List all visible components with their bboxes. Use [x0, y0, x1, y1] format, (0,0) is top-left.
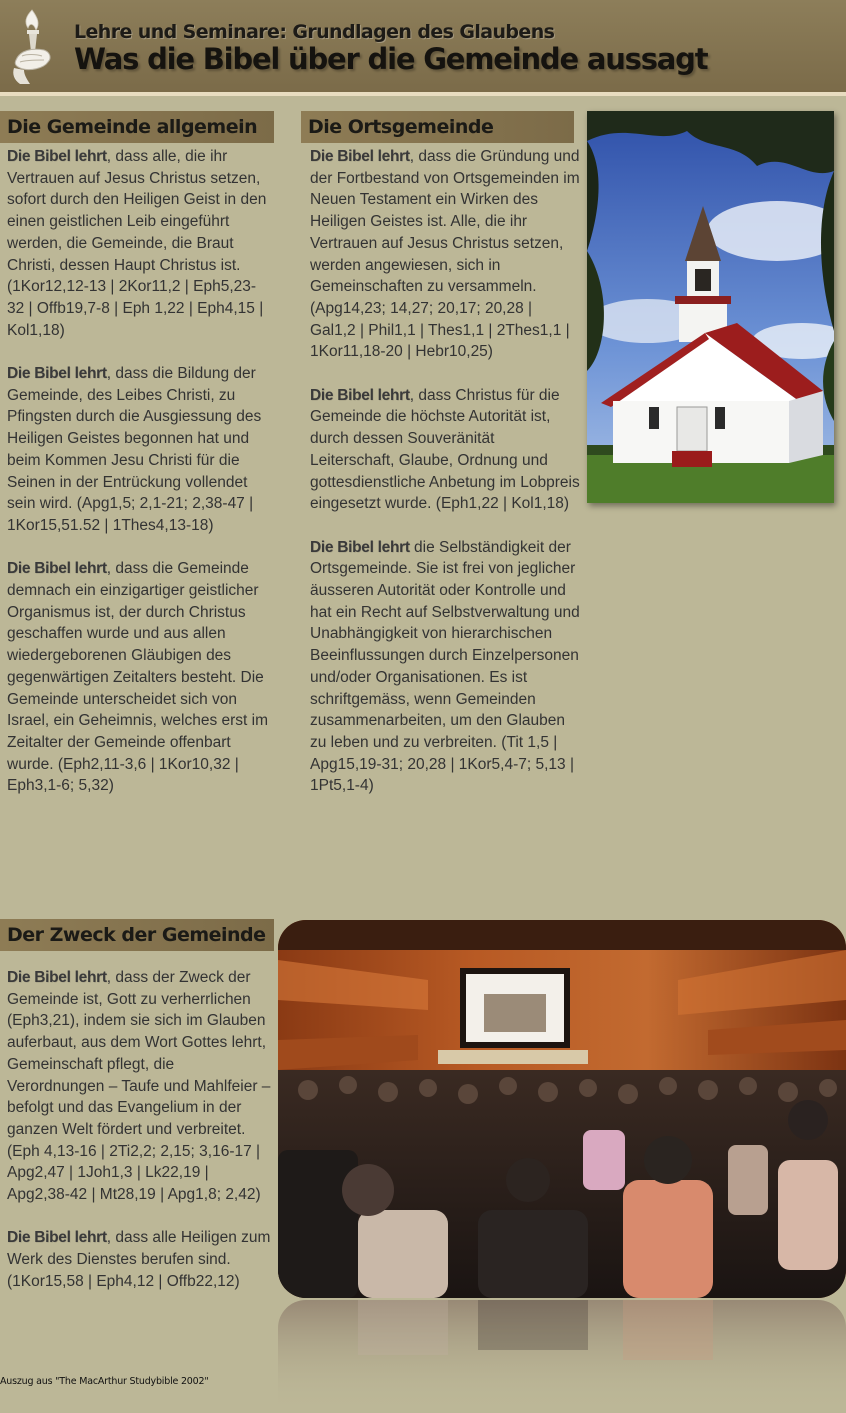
page-title: Was die Bibel über die Gemeinde aussagt [74, 42, 708, 76]
section-body-ortsgemeinde [310, 146, 582, 797]
paragraph: Die Bibel lehrt, dass Christus für die Gemeinde die höchste Autorität ist, durch dessen Souveränität Leiterschaft, Glaube, Ordnung und gottesdienstliche Anbetung im Lobpreis eingesetzt wurde. (Eph1,22 | Kol1,18) [310, 386, 580, 513]
congregation-photo-reflection [278, 1300, 846, 1413]
page-header [0, 0, 846, 96]
paragraph: Die Bibel lehrt die Selbständigkeit der Ortsgemeinde. Sie ist frei von jeglicher äusseren Autorität oder Kontrolle und hat ein Recht auf Selbstverwaltung und Unabhängigkeit von hierarchischen Beeinflussungen durch Einzelpersonen und/oder Organisationen. Es ist schriftgemäss, wenn Gemeinden zusammenarbeiten, um den Glauben zu leben und zu verbreiten. (Tit 1,5 | Apg15,19-31; 20,28 | 1Kor5,4-7; 5,13 | 1Pt5,1-4) [310, 538, 580, 795]
paragraph: Die Bibel lehrt, dass die Bildung der Gemeinde, des Leibes Christi, zu Pfingsten durch die Ausgiessung des Heiligen Geistes begonnen hat und beim Kommen Jesu Christi für die Seinen in der Entrückung vollendet sein wird. (Apg1,5; 2,1-21; 2,38-47 | 1Kor15,51.52 | 1Thes4,13-18) [7, 365, 262, 534]
section-body-zweck [7, 967, 271, 1293]
header-subtitle: Lehre und Seminare: Grundlagen des Glaubens [74, 21, 555, 43]
section-body-allgemein [7, 146, 273, 797]
paragraph: Die Bibel lehrt, dass der Zweck der Gemeinde ist, Gott zu verherrlichen (Eph3,21), indem sie sich im Glauben auferbaut, aus dem Wort Gottes lehrt, Gemeinschaft pflegt, die Verordnungen – Taufe und Mahlfeier – befolgt und das Evangelium in der ganzen Welt fördert und verbreitet. (Eph 4,13-16 | 2Ti2,2; 2,15; 3,16-17 | Apg2,47 | 1Joh1,3 | Lk22,19 | Apg2,38-42 | Mt28,19 | Apg1,8; 2,42) [7, 969, 271, 1204]
source-credit: Auszug aus "The MacArthur Studybible 2002" [0, 1376, 209, 1387]
section-heading-ortsgemeinde: Die Ortsgemeinde [301, 111, 574, 143]
church-photo [587, 111, 834, 503]
paragraph: Die Bibel lehrt, dass alle Heiligen zum Werk des Dienstes berufen sind. (1Kor15,58 | Eph4,12 | Offb22,12) [7, 1229, 271, 1290]
paragraph: Die Bibel lehrt, dass alle, die ihr Vertrauen auf Jesus Christus setzen, sofort durch den Heiligen Geist in den einen geistlichen Leib eingeführt werden, die Gemeinde, die Braut Christi, dessen Haupt Christus ist. (1Kor12,12-13 | 2Kor11,2 | Eph5,23-32 | Offb19,7-8 | Eph 1,22 | Eph4,15 | Kol1,18) [7, 148, 267, 339]
paragraph: Die Bibel lehrt, dass die Gemeinde demnach ein einzigartiger geistlicher Organismus ist, der durch Christus geschaffen wurde und aus allen wiedergeborenen Gläubigen des gegenwärtigen Zeitalters besteht. Die Gemeinde unterscheidet sich von Israel, ein Geheimnis, welches erst im Zeitalter der Gemeinde offenbart wurde. (Eph2,11-3,6 | 1Kor10,32 | Eph3,1-6; 5,32) [7, 560, 269, 795]
torch-hand-icon [10, 8, 58, 86]
congregation-photo [278, 920, 846, 1298]
section-heading-allgemein: Die Gemeinde allgemein [0, 111, 274, 143]
section-heading-zweck: Der Zweck der Gemeinde [0, 919, 274, 951]
paragraph: Die Bibel lehrt, dass die Gründung und der Fortbestand von Ortsgemeinden im Neuen Testament ein Wirken des Heiligen Geistes ist. Alle, die ihr Vertrauen auf Jesus Christus setzen, werden angewiesen, sich in Gemeinschaften zu versammeln. (Apg14,23; 14,27; 20,17; 20,28 | Gal1,2 | Phil1,1 | Thes1,1 | 2Thes1,1 | 1Kor11,18-20 | Hebr10,25) [310, 148, 580, 361]
